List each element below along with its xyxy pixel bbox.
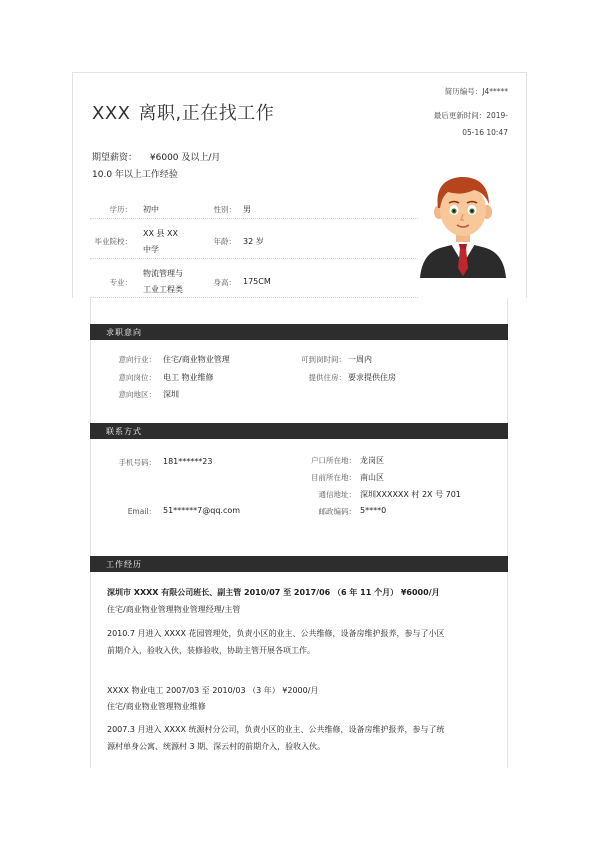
job-description: 源村单身公寓、统源村 3 期、深云村的前期介入，验收入伙。	[107, 742, 326, 751]
resume-number: 简历编号：J4*****	[444, 87, 508, 96]
intent-position-value: 电工 物业维修	[163, 373, 214, 382]
divider	[90, 218, 418, 219]
education-value: 初中	[143, 205, 159, 214]
experience: 10.0 年以上工作经验	[92, 170, 178, 180]
salary-value: ¥6000 及以上/月	[149, 153, 221, 163]
phone-value: 181******23	[163, 457, 213, 466]
intent-position-label: 意向岗位：	[118, 373, 156, 382]
hukou-label: 户口所在地：	[311, 456, 356, 465]
major-value-line1: 物流管理与	[143, 269, 183, 278]
education-label: 学历：	[109, 205, 132, 214]
section-header-contact: 联系方式	[90, 423, 508, 439]
gender-label: 性别：	[213, 205, 236, 214]
salary-label: 期望薪资：	[92, 153, 138, 163]
avatar-icon	[418, 168, 508, 278]
divider	[90, 297, 418, 298]
height-label: 身高：	[213, 278, 236, 287]
divider	[90, 258, 418, 259]
intent-location-value: 深圳	[163, 390, 179, 399]
job-description: 前期介入，验收入伙，装修验收，协助主管开展各项工作。	[107, 646, 315, 655]
expected-salary	[92, 150, 220, 163]
job-category: 住宅/商业物业管理物业管理经理/主管	[107, 605, 241, 614]
hukou-value: 龙岗区	[360, 456, 384, 465]
job-category: 住宅/商业物业管理物业维修	[107, 702, 206, 711]
school-value-line1: XX 县 XX	[143, 229, 179, 238]
intent-industry-value: 住宅/商业物业管理	[163, 355, 230, 364]
major-value-line2: 工业工程类	[143, 285, 183, 294]
job-description: 2007.3 月进入 XXXX 统源村分公司，负责小区的业主、公共维修，设备房维护报养，参与了统	[107, 725, 445, 734]
job-headline: 深圳市 XXXX 有限公司班长、副主管 2010/07 至 2017/06 （6 年 11 个月） ¥6000/月	[107, 588, 440, 597]
email-label: Email：	[127, 507, 156, 516]
phone-label: 手机号码：	[118, 458, 156, 467]
candidate-status: 离职,正在找工作	[138, 103, 275, 124]
address-label: 通信地址：	[318, 490, 356, 499]
section-header-intent: 求职意向	[90, 324, 508, 340]
zip-value: 5****0	[360, 506, 387, 515]
age-label: 年龄：	[213, 237, 236, 246]
current-location-value: 南山区	[360, 473, 384, 482]
updated-time: 05-16 10:47	[462, 128, 508, 137]
intent-start-value: 一周内	[348, 355, 372, 364]
gender-value: 男	[243, 205, 251, 214]
school-value-line2: 中学	[143, 245, 159, 254]
updated-label: 最后更新时间：2019-	[433, 111, 508, 120]
intent-location-label: 意向地区：	[118, 390, 156, 399]
section-header-work: 工作经历	[90, 556, 508, 572]
current-location-label: 目前所在地：	[311, 473, 356, 482]
job-headline: XXXX 物业电工 2007/03 至 2010/03 （3 年） ¥2000/月	[107, 686, 319, 695]
address-value: 深圳XXXXXX 村 2X 号 701	[360, 490, 461, 499]
intent-housing-label: 提供住房：	[308, 373, 346, 382]
intent-start-label: 可到岗时间：	[301, 355, 346, 364]
candidate-name: XXX	[92, 103, 131, 124]
age-value: 32 岁	[243, 237, 264, 246]
school-label: 毕业院校：	[94, 237, 132, 246]
email-value: 51******7@qq.com	[163, 506, 241, 515]
major-label: 专业：	[109, 278, 132, 287]
resume-main-card	[90, 298, 508, 768]
page-title	[92, 99, 274, 125]
zip-label: 邮政编码：	[318, 507, 356, 516]
intent-housing-value: 要求提供住房	[348, 373, 396, 382]
job-description: 2010.7 月进入 XXXX 花园管理处，负责小区的业主、公共维修，设备房维护报养，参与了小区	[107, 629, 445, 638]
intent-industry-label: 意向行业：	[118, 355, 156, 364]
height-value: 175CM	[243, 277, 271, 286]
